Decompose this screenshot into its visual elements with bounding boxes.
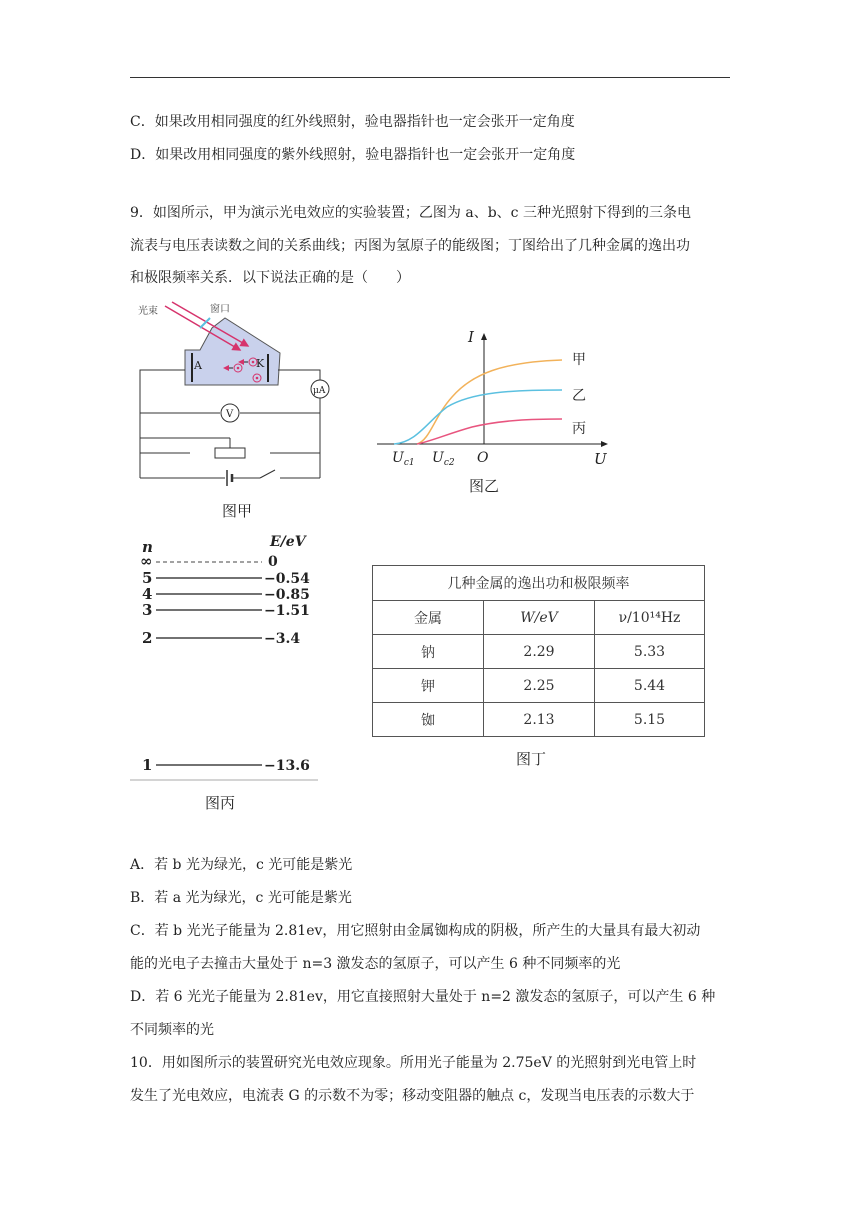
anode-label: A [194,359,202,372]
figure-ding-caption: 图丁 [516,750,547,768]
table-header-row [373,601,705,635]
table-header: ν/10¹⁴Hz [595,601,705,635]
table-cell: 2.25 [484,669,595,703]
circuit-wire-left [140,370,190,453]
table-cell: 5.15 [595,703,705,737]
level-e-5: −0.54 [264,571,310,587]
q9-option-c-line-1: C．若 b 光光子能量为 2.81ev，用它照射由金属铷构成的阴极，所产生的大量具有最大初动 [130,923,701,939]
q10-stem-line-2: 发生了光电效应，电流表 G 的示数不为零；移动变阻器的触点 c，发现当电压表的示数大于 [130,1088,695,1104]
curve-jia [417,360,562,444]
legend-yi: 乙 [572,388,586,404]
figure-jia-caption: 图甲 [222,502,253,520]
legend-bing: 丙 [572,421,586,437]
voltmeter-label: V [226,409,234,420]
uc2-label: $U_{c2}$ [432,450,455,468]
table-row [373,635,705,669]
table-row [373,703,705,737]
q9-option-d-line-1: D．若 6 光光子能量为 2.81ev，用它直接照射大量处于 n=2 激发态的氢原子，可以产生 6 种 [130,989,716,1005]
table-header: 金属 [373,601,484,635]
table-cell: 5.44 [595,669,705,703]
level-e-inf: 0 [268,554,278,570]
energy-header: E/eV [270,534,306,550]
table-cell: 钾 [373,669,484,703]
y-axis-label: I [468,328,474,346]
figure-yi-iu-graph [372,322,632,472]
switch [260,470,275,478]
window-label: 窗口 [210,304,230,315]
n-header: n [142,538,153,556]
rheostat [215,448,245,458]
table-cell: 5.33 [595,635,705,669]
table-cell: 铷 [373,703,484,737]
origin-label: O [477,450,489,466]
q9-option-a: A．若 b 光为绿光，c 光可能是紫光 [130,857,353,873]
uc1-label: $U_{c1}$ [392,450,415,468]
figure-yi-caption: 图乙 [469,477,500,495]
figure-bing-caption: 图丙 [205,794,236,812]
level-e-4: −0.85 [264,587,310,603]
q9-stem-line-2: 流表与电压表读数之间的关系曲线；丙图为氢原子的能级图；丁图给出了几种金属的逸出功 [130,238,690,254]
curve-bing [417,419,562,444]
q9-stem-line-3: 和极限频率关系．以下说法正确的是（ ） [130,270,410,286]
q8-option-d: D．如果改用相同强度的紫外线照射，验电器指针也一定会张开一定角度 [130,147,576,163]
q10-stem-line-1: 10．用如图所示的装置研究光电效应现象。所用光子能量为 2.75eV 的光照射到光电管上时 [130,1055,697,1071]
table-title: 几种金属的逸出功和极限频率 [373,566,705,601]
figure-bing-energy-levels [130,530,325,782]
microammeter-label: μA [313,386,326,396]
q9-option-c-line-2: 能的光电子去撞击大量处于 n=3 激发态的氢原子，可以产生 6 种不同频率的光 [130,956,621,972]
header-rule [130,77,730,78]
curve-yi [394,390,562,444]
cathode-label: K [256,357,265,370]
table-cell: 钠 [373,635,484,669]
q9-stem-line-1: 9．如图所示，甲为演示光电效应的实验装置；乙图为 a、b、c 三种光照射下得到的三条电 [130,205,691,221]
level-n-4: 4 [142,585,153,603]
q9-option-b: B．若 a 光为绿光，c 光可能是紫光 [130,890,352,906]
level-e-2: −3.4 [264,631,301,647]
beam-label: 光束 [138,306,158,317]
legend-jia: 甲 [572,352,586,368]
level-n-inf: ∞ [140,552,153,570]
table-cell: 2.29 [484,635,595,669]
level-e-1: −13.6 [264,758,310,774]
level-n-3: 3 [142,601,153,619]
level-n-1: 1 [142,756,153,774]
level-n-5: 5 [142,569,153,587]
level-e-3: −1.51 [264,603,310,619]
table-cell: 2.13 [484,703,595,737]
table-row [373,669,705,703]
figure-jia-apparatus [130,298,340,498]
x-axis-label: U [594,450,607,468]
table-header: W/eV [484,601,595,635]
phototube-body [185,318,280,385]
q8-option-c: C．如果改用相同强度的红外线照射，验电器指针也一定会张开一定角度 [130,114,575,130]
figure-ding-table [372,565,705,737]
level-n-2: 2 [142,629,153,647]
q9-option-d-line-2: 不同频率的光 [130,1022,214,1038]
